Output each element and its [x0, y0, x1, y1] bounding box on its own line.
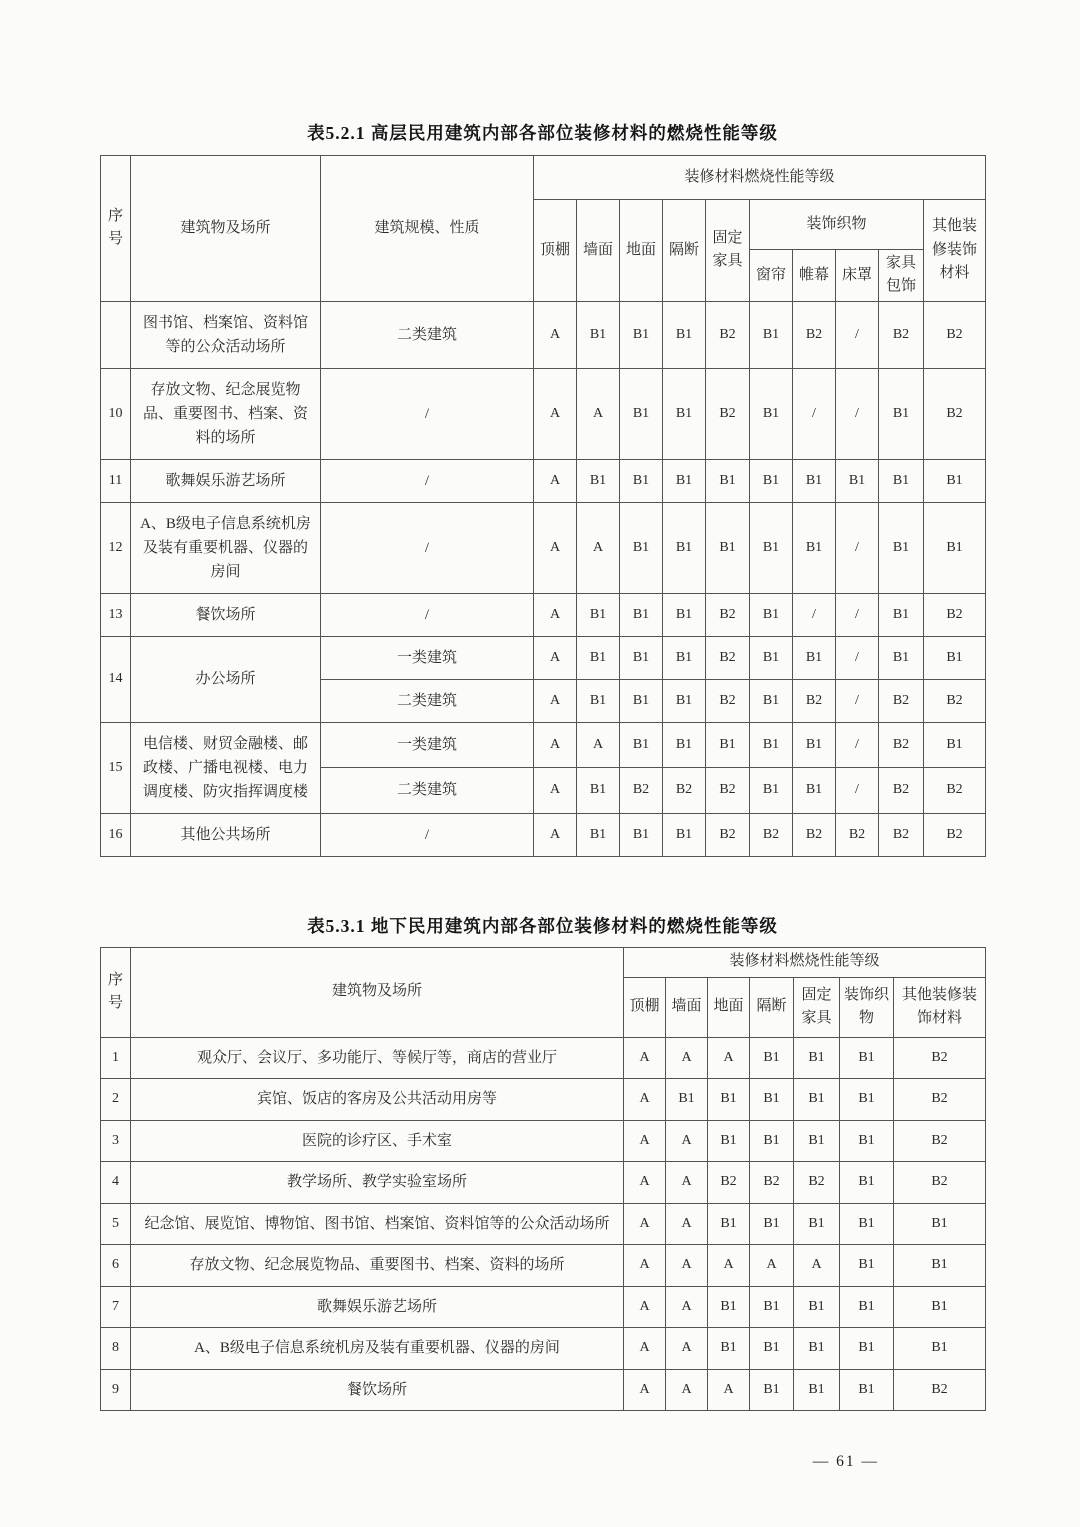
rating-cell: A [624, 1245, 666, 1287]
rating-cell: B1 [750, 636, 793, 679]
rating-cell: B1 [750, 502, 793, 593]
rating-cell: B2 [706, 636, 750, 679]
row-number-cell [101, 301, 131, 368]
rating-cell: / [836, 722, 879, 768]
rating-cell: B1 [750, 722, 793, 768]
rating-cell: B1 [750, 593, 793, 636]
table-row [101, 1369, 986, 1411]
rating-cell: A [624, 1120, 666, 1162]
rating-cell: B2 [879, 813, 924, 856]
rating-cell: B1 [879, 459, 924, 502]
rating-cell: B1 [663, 502, 706, 593]
rating-cell: B1 [840, 1079, 894, 1121]
rating-cell: B1 [706, 459, 750, 502]
rating-cell: B1 [879, 502, 924, 593]
rating-cell: B2 [894, 1162, 986, 1204]
rating-cell: B2 [708, 1162, 750, 1204]
rating-cell: B1 [840, 1037, 894, 1079]
header-partition: 隔断 [750, 977, 794, 1037]
rating-cell: B2 [620, 768, 663, 814]
rating-cell: B1 [793, 636, 836, 679]
rating-cell: B2 [879, 768, 924, 814]
row-number-cell: 6 [101, 1245, 131, 1287]
table-5-3-1-header [101, 947, 986, 1037]
rating-cell: B2 [793, 301, 836, 368]
rating-cell: B1 [577, 593, 620, 636]
rating-cell: B1 [794, 1328, 840, 1370]
rating-cell: B1 [663, 301, 706, 368]
rating-cell: B2 [924, 368, 986, 459]
rating-cell: A [666, 1162, 708, 1204]
table-row [101, 459, 986, 502]
header-floor: 地面 [708, 977, 750, 1037]
rating-cell: B2 [706, 368, 750, 459]
building-place-cell: 宾馆、饭店的客房及公共活动用房等 [131, 1079, 624, 1121]
rating-cell: B1 [840, 1245, 894, 1287]
rating-cell: A [577, 368, 620, 459]
rating-cell: B1 [794, 1369, 840, 1411]
rating-cell: / [836, 301, 879, 368]
rating-cell: A [534, 368, 577, 459]
rating-cell: B1 [620, 813, 663, 856]
header-bedspread: 床罩 [836, 250, 879, 302]
row-number-cell: 4 [101, 1162, 131, 1204]
rating-cell: B2 [879, 722, 924, 768]
rating-cell: / [836, 768, 879, 814]
header-other-materials: 其他装修装饰材料 [924, 200, 986, 302]
building-scale-cell: / [321, 459, 534, 502]
rating-cell: A [624, 1037, 666, 1079]
rating-cell: A [666, 1245, 708, 1287]
rating-cell: A [624, 1369, 666, 1411]
table-5-3-1 [100, 947, 986, 1412]
rating-cell: A [666, 1203, 708, 1245]
rating-cell: / [836, 368, 879, 459]
rating-cell: B1 [708, 1328, 750, 1370]
table-5-3-1-body [101, 1037, 986, 1411]
rating-cell: B2 [924, 679, 986, 722]
table-row [101, 1203, 986, 1245]
rating-cell: A [534, 768, 577, 814]
rating-cell: B1 [894, 1286, 986, 1328]
rating-cell: / [836, 636, 879, 679]
rating-cell: A [534, 593, 577, 636]
rating-cell: A [624, 1162, 666, 1204]
rating-cell: A [708, 1245, 750, 1287]
rating-cell: A [577, 722, 620, 768]
table-row [101, 722, 986, 768]
table-row [101, 301, 986, 368]
rating-cell: A [534, 301, 577, 368]
rating-cell: B1 [793, 502, 836, 593]
row-number-cell: 5 [101, 1203, 131, 1245]
rating-cell: B1 [620, 679, 663, 722]
rating-cell: A [708, 1369, 750, 1411]
rating-cell: B1 [750, 1120, 794, 1162]
building-scale-cell: / [321, 813, 534, 856]
rating-cell: A [666, 1286, 708, 1328]
rating-cell: B2 [794, 1162, 840, 1204]
header-partition: 隔断 [663, 200, 706, 302]
rating-cell: B1 [840, 1369, 894, 1411]
building-scale-cell: 一类建筑 [321, 636, 534, 679]
row-number-cell: 14 [101, 636, 131, 722]
header-other-materials: 其他装修装饰材料 [894, 977, 986, 1037]
header-wall: 墙面 [666, 977, 708, 1037]
rating-cell: B1 [577, 679, 620, 722]
table-5-2-1-header [101, 156, 986, 302]
building-place-cell: 餐饮场所 [131, 1369, 624, 1411]
rating-cell: B2 [793, 813, 836, 856]
table-row [101, 813, 986, 856]
row-number-cell: 3 [101, 1120, 131, 1162]
table-5-2-1-title: 表5.2.1 高层民用建筑内部各部位装修材料的燃烧性能等级 [307, 123, 778, 143]
building-place-cell: 存放文物、纪念展览物品、重要图书、档案、资料的场所 [131, 1245, 624, 1287]
rating-cell: B1 [894, 1245, 986, 1287]
header-fixed-furniture: 固定家具 [706, 200, 750, 302]
rating-cell: A [534, 679, 577, 722]
rating-cell: A [624, 1203, 666, 1245]
table-row [101, 1286, 986, 1328]
header-curtain: 窗帘 [750, 250, 793, 302]
rating-cell: A [534, 722, 577, 768]
header-rating-group: 装修材料燃烧性能等级 [534, 156, 986, 200]
rating-cell: B1 [620, 502, 663, 593]
rating-cell: B1 [794, 1286, 840, 1328]
rating-cell: B2 [894, 1120, 986, 1162]
rating-cell: B1 [666, 1079, 708, 1121]
rating-cell: A [750, 1245, 794, 1287]
rating-cell: A [577, 502, 620, 593]
rating-cell: A [534, 813, 577, 856]
building-scale-cell: / [321, 368, 534, 459]
rating-cell: B1 [663, 636, 706, 679]
rating-cell: B1 [879, 593, 924, 636]
rating-cell: B1 [794, 1037, 840, 1079]
table-row [101, 1120, 986, 1162]
rating-cell: B1 [750, 1286, 794, 1328]
row-number-cell: 15 [101, 722, 131, 813]
rating-cell: B2 [706, 813, 750, 856]
row-number-cell: 13 [101, 593, 131, 636]
rating-cell: B1 [750, 1369, 794, 1411]
rating-cell: B1 [750, 679, 793, 722]
building-place-cell: A、B级电子信息系统机房及装有重要机器、仪器的房间 [131, 502, 321, 593]
rating-cell: B2 [894, 1037, 986, 1079]
building-scale-cell: 二类建筑 [321, 301, 534, 368]
table-row [101, 502, 986, 593]
rating-cell: B1 [708, 1079, 750, 1121]
rating-cell: B1 [577, 301, 620, 368]
rating-cell: B1 [840, 1120, 894, 1162]
rating-cell: B1 [924, 636, 986, 679]
rating-cell: B1 [924, 459, 986, 502]
table-row [101, 1328, 986, 1370]
building-place-cell: 其他公共场所 [131, 813, 321, 856]
rating-cell: / [836, 502, 879, 593]
rating-cell: B1 [663, 593, 706, 636]
rating-cell: B1 [620, 301, 663, 368]
building-place-cell: A、B级电子信息系统机房及装有重要机器、仪器的房间 [131, 1328, 624, 1370]
rating-cell: B1 [750, 1203, 794, 1245]
rating-cell: B2 [750, 813, 793, 856]
header-furniture-upholstery: 家具包饰 [879, 250, 924, 302]
row-number-cell: 8 [101, 1328, 131, 1370]
rating-cell: B2 [879, 301, 924, 368]
rating-cell: / [836, 593, 879, 636]
rating-cell: / [793, 368, 836, 459]
header-row-1 [101, 947, 986, 977]
header-fabric: 装饰织物 [840, 977, 894, 1037]
rating-cell: A [666, 1120, 708, 1162]
rating-cell: B1 [793, 722, 836, 768]
rating-cell: B1 [577, 813, 620, 856]
rating-cell: B1 [706, 722, 750, 768]
rating-cell: B2 [750, 1162, 794, 1204]
building-place-cell: 歌舞娱乐游艺场所 [131, 459, 321, 502]
rating-cell: B1 [794, 1120, 840, 1162]
rating-cell: B2 [894, 1079, 986, 1121]
rating-cell: A [534, 636, 577, 679]
rating-cell: / [836, 679, 879, 722]
row-number-cell: 12 [101, 502, 131, 593]
rating-cell: B1 [708, 1286, 750, 1328]
rating-cell: A [666, 1328, 708, 1370]
rating-cell: B1 [750, 768, 793, 814]
header-seq: 序号 [101, 156, 131, 302]
rating-cell: A [708, 1037, 750, 1079]
rating-cell: B1 [750, 1079, 794, 1121]
rating-cell: A [534, 502, 577, 593]
header-building-place: 建筑物及场所 [131, 156, 321, 302]
rating-cell: B2 [706, 679, 750, 722]
rating-cell: B2 [924, 813, 986, 856]
rating-cell: B1 [840, 1286, 894, 1328]
row-number-cell: 9 [101, 1369, 131, 1411]
rating-cell: B2 [924, 768, 986, 814]
rating-cell: B1 [879, 368, 924, 459]
header-floor: 地面 [620, 200, 663, 302]
rating-cell: B1 [620, 722, 663, 768]
header-ceiling: 顶棚 [624, 977, 666, 1037]
rating-cell: B2 [894, 1369, 986, 1411]
row-number-cell: 10 [101, 368, 131, 459]
rating-cell: B2 [924, 301, 986, 368]
rating-cell: B1 [708, 1120, 750, 1162]
table-row [101, 1162, 986, 1204]
rating-cell: B1 [750, 459, 793, 502]
rating-cell: B2 [879, 679, 924, 722]
row-number-cell: 7 [101, 1286, 131, 1328]
rating-cell: A [624, 1286, 666, 1328]
building-scale-cell: / [321, 593, 534, 636]
rating-cell: A [666, 1037, 708, 1079]
rating-cell: B1 [620, 368, 663, 459]
table-row [101, 368, 986, 459]
rating-cell: B1 [706, 502, 750, 593]
rating-cell: B1 [750, 1328, 794, 1370]
header-building-scale: 建筑规模、性质 [321, 156, 534, 302]
building-scale-cell: 二类建筑 [321, 679, 534, 722]
building-place-cell: 观众厅、会议厅、多功能厅、等候厅等，商店的营业厅 [131, 1037, 624, 1079]
table-5-3-1-title: 表5.3.1 地下民用建筑内部各部位装修材料的燃烧性能等级 [307, 915, 778, 936]
rating-cell: B1 [894, 1203, 986, 1245]
building-place-cell: 歌舞娱乐游艺场所 [131, 1286, 624, 1328]
building-place-cell: 图书馆、档案馆、资料馆等的公众活动场所 [131, 301, 321, 368]
rating-cell: B1 [794, 1203, 840, 1245]
table-row [101, 593, 986, 636]
rating-cell: B2 [706, 301, 750, 368]
table-row [101, 1037, 986, 1079]
header-fixed-furniture: 固定家具 [794, 977, 840, 1037]
rating-cell: A [794, 1245, 840, 1287]
rating-cell: B1 [879, 636, 924, 679]
building-scale-cell: 一类建筑 [321, 722, 534, 768]
building-scale-cell: / [321, 502, 534, 593]
page-number: — 61 — [812, 1453, 879, 1470]
header-row-1 [101, 156, 986, 200]
rating-cell: B2 [793, 679, 836, 722]
row-number-cell: 2 [101, 1079, 131, 1121]
rating-cell: B1 [663, 679, 706, 722]
rating-cell: A [534, 459, 577, 502]
rating-cell: B1 [793, 768, 836, 814]
rating-cell: A [666, 1369, 708, 1411]
rating-cell: B2 [924, 593, 986, 636]
header-rating-group: 装修材料燃烧性能等级 [624, 947, 986, 977]
rating-cell: B1 [750, 1037, 794, 1079]
rating-cell: B1 [577, 636, 620, 679]
rating-cell: B1 [924, 502, 986, 593]
rating-cell: B1 [840, 1328, 894, 1370]
building-place-cell: 办公场所 [131, 636, 321, 722]
rating-cell: B1 [836, 459, 879, 502]
header-ceiling: 顶棚 [534, 200, 577, 302]
rating-cell: B1 [663, 368, 706, 459]
rating-cell: B1 [924, 722, 986, 768]
rating-cell: B1 [750, 301, 793, 368]
rating-cell: B2 [663, 768, 706, 814]
building-place-cell: 纪念馆、展览馆、博物馆、图书馆、档案馆、资料馆等的公众活动场所 [131, 1203, 624, 1245]
building-place-cell: 医院的诊疗区、手术室 [131, 1120, 624, 1162]
row-number-cell: 1 [101, 1037, 131, 1079]
rating-cell: B1 [793, 459, 836, 502]
row-number-cell: 11 [101, 459, 131, 502]
rating-cell: B1 [708, 1203, 750, 1245]
rating-cell: B1 [750, 368, 793, 459]
table-row [101, 636, 986, 679]
table-row [101, 1245, 986, 1287]
rating-cell: A [624, 1079, 666, 1121]
rating-cell: B1 [620, 636, 663, 679]
building-place-cell: 存放文物、纪念展览物品、重要图书、档案、资料的场所 [131, 368, 321, 459]
rating-cell: B1 [663, 459, 706, 502]
rating-cell: / [793, 593, 836, 636]
table-5-2-1-body [101, 301, 986, 856]
rating-cell: B1 [577, 459, 620, 502]
row-number-cell: 16 [101, 813, 131, 856]
page-content [100, 120, 985, 1471]
header-fabric-group: 装饰织物 [750, 200, 924, 250]
table-row [101, 1079, 986, 1121]
building-scale-cell: 二类建筑 [321, 768, 534, 814]
rating-cell: B1 [840, 1162, 894, 1204]
rating-cell: B2 [706, 768, 750, 814]
building-place-cell: 电信楼、财贸金融楼、邮政楼、广播电视楼、电力调度楼、防灾指挥调度楼 [131, 722, 321, 813]
rating-cell: B1 [840, 1203, 894, 1245]
building-place-cell: 餐饮场所 [131, 593, 321, 636]
header-drapery: 帷幕 [793, 250, 836, 302]
rating-cell: B1 [794, 1079, 840, 1121]
header-building-place: 建筑物及场所 [131, 947, 624, 1037]
rating-cell: A [624, 1328, 666, 1370]
rating-cell: B1 [577, 768, 620, 814]
header-wall: 墙面 [577, 200, 620, 302]
header-seq: 序号 [101, 947, 131, 1037]
rating-cell: B1 [620, 593, 663, 636]
rating-cell: B1 [894, 1328, 986, 1370]
rating-cell: B1 [663, 813, 706, 856]
table-5-2-1 [100, 155, 986, 857]
rating-cell: B1 [620, 459, 663, 502]
rating-cell: B2 [836, 813, 879, 856]
rating-cell: B1 [663, 722, 706, 768]
rating-cell: B2 [706, 593, 750, 636]
building-place-cell: 教学场所、教学实验室场所 [131, 1162, 624, 1204]
